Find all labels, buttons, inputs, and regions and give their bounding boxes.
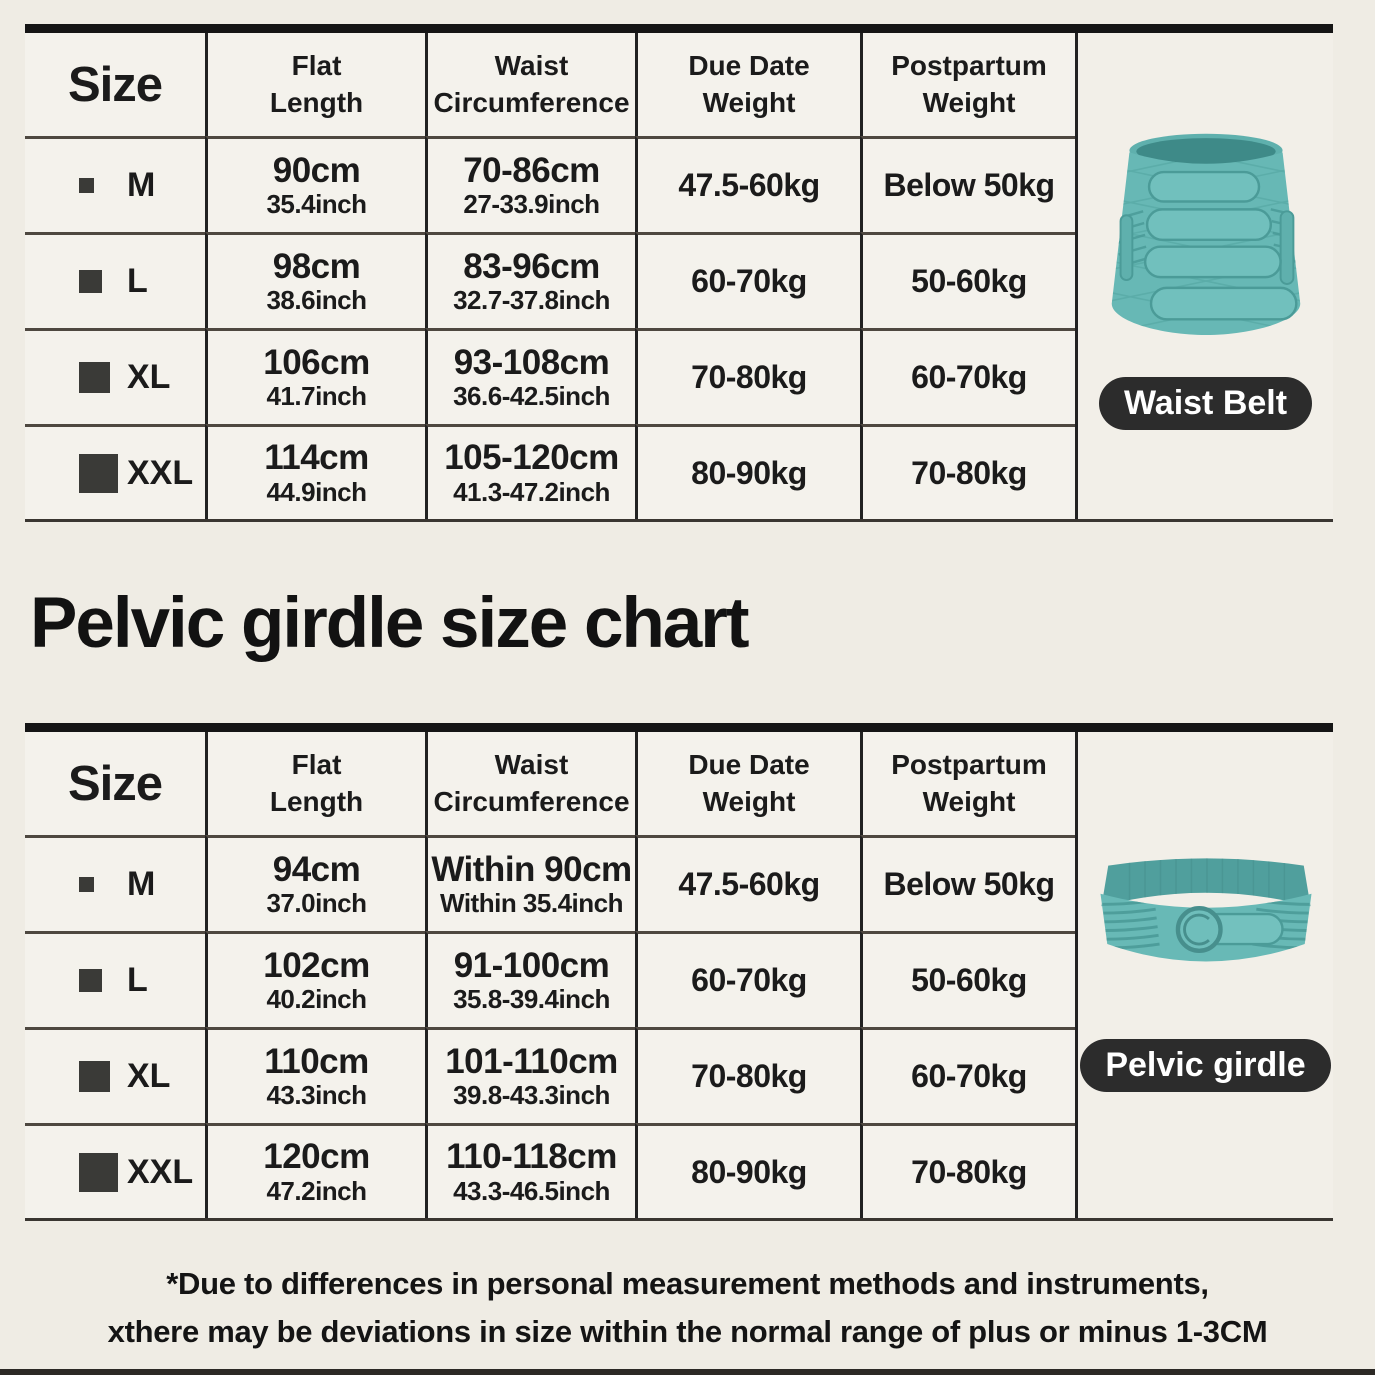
column-header-size: Size	[67, 756, 163, 811]
size-cell: M	[25, 835, 205, 931]
pelvic-girdle-image	[1085, 850, 1327, 981]
column-header-due-date-weight: Due Date Weight	[635, 33, 860, 136]
flat-length-cell: 102cm 40.2inch	[205, 931, 425, 1027]
size-swatch-icon	[79, 270, 102, 293]
size-swatch-icon	[79, 1153, 118, 1192]
measurement-disclaimer	[0, 1260, 1375, 1356]
disclaimer-line-2: xthere may be deviations in size within the normal range of plus or minus 1-3CM	[107, 1314, 1268, 1350]
waist-circumference-cell: Within 90cm Within 35.4inch	[425, 835, 635, 931]
column-header-flat-length: Flat Length	[205, 33, 425, 136]
waist-circumference-cell: 110-118cm 43.3-46.5inch	[425, 1123, 635, 1218]
column-header-due-date-weight: Due Date Weight	[635, 732, 860, 835]
postpartum-weight-cell: 50-60kg	[860, 931, 1075, 1027]
size-cell: XL	[25, 1027, 205, 1123]
due-date-weight-cell: 80-90kg	[635, 424, 860, 519]
size-cell: XL	[25, 328, 205, 424]
column-header-size: Size	[67, 57, 163, 112]
waist-circumference-cell: 83-96cm 32.7-37.8inch	[425, 232, 635, 328]
due-date-weight-cell: 60-70kg	[635, 232, 860, 328]
pelvic-girdle-table-grid	[25, 732, 1075, 1218]
size-swatch-icon	[79, 877, 94, 892]
size-swatch-icon	[79, 178, 94, 193]
waist-belt-product-panel	[1075, 33, 1333, 519]
waist-belt-size-table	[25, 24, 1333, 522]
flat-length-cell: 94cm 37.0inch	[205, 835, 425, 931]
postpartum-weight-cell: 70-80kg	[860, 424, 1075, 519]
size-swatch-icon	[79, 454, 118, 493]
waist-circumference-cell: 91-100cm 35.8-39.4inch	[425, 931, 635, 1027]
waist-belt-image	[1088, 121, 1324, 337]
postpartum-weight-cell: Below 50kg	[860, 136, 1075, 232]
flat-length-cell: 90cm 35.4inch	[205, 136, 425, 232]
size-cell: M	[25, 136, 205, 232]
due-date-weight-cell: 47.5-60kg	[635, 136, 860, 232]
pelvic-girdle-size-table	[25, 723, 1333, 1221]
column-header-postpartum-weight: Postpartum Weight	[860, 732, 1075, 835]
pelvic-girdle-product-panel	[1075, 732, 1333, 1218]
waist-belt-table-grid	[25, 33, 1075, 519]
size-swatch-icon	[79, 969, 102, 992]
postpartum-weight-cell: 60-70kg	[860, 328, 1075, 424]
flat-length-cell: 114cm 44.9inch	[205, 424, 425, 519]
waist-belt-badge: Waist Belt	[1099, 377, 1312, 430]
flat-length-cell: 120cm 47.2inch	[205, 1123, 425, 1218]
size-cell: L	[25, 232, 205, 328]
waist-circumference-cell: 70-86cm 27-33.9inch	[425, 136, 635, 232]
waist-circumference-cell: 105-120cm 41.3-47.2inch	[425, 424, 635, 519]
column-header-waist-circumference: Waist Circumference	[425, 732, 635, 835]
column-header-waist-circumference: Waist Circumference	[425, 33, 635, 136]
column-header-postpartum-weight: Postpartum Weight	[860, 33, 1075, 136]
column-header-flat-length: Flat Length	[205, 732, 425, 835]
pelvic-girdle-badge: Pelvic girdle	[1080, 1039, 1330, 1092]
due-date-weight-cell: 70-80kg	[635, 328, 860, 424]
bottom-divider	[0, 1369, 1375, 1375]
postpartum-weight-cell: 70-80kg	[860, 1123, 1075, 1218]
due-date-weight-cell: 70-80kg	[635, 1027, 860, 1123]
size-cell: L	[25, 931, 205, 1027]
size-swatch-icon	[79, 362, 110, 393]
flat-length-cell: 110cm 43.3inch	[205, 1027, 425, 1123]
disclaimer-line-1: *Due to differences in personal measurement methods and instruments,	[166, 1266, 1209, 1301]
flat-length-cell: 98cm 38.6inch	[205, 232, 425, 328]
size-cell: XXL	[25, 1123, 205, 1218]
due-date-weight-cell: 80-90kg	[635, 1123, 860, 1218]
waist-circumference-cell: 93-108cm 36.6-42.5inch	[425, 328, 635, 424]
flat-length-cell: 106cm 41.7inch	[205, 328, 425, 424]
page-title: Pelvic girdle size chart	[30, 584, 748, 663]
size-swatch-icon	[79, 1061, 110, 1092]
due-date-weight-cell: 47.5-60kg	[635, 835, 860, 931]
size-cell: XXL	[25, 424, 205, 519]
waist-circumference-cell: 101-110cm 39.8-43.3inch	[425, 1027, 635, 1123]
postpartum-weight-cell: 60-70kg	[860, 1027, 1075, 1123]
postpartum-weight-cell: 50-60kg	[860, 232, 1075, 328]
due-date-weight-cell: 60-70kg	[635, 931, 860, 1027]
postpartum-weight-cell: Below 50kg	[860, 835, 1075, 931]
